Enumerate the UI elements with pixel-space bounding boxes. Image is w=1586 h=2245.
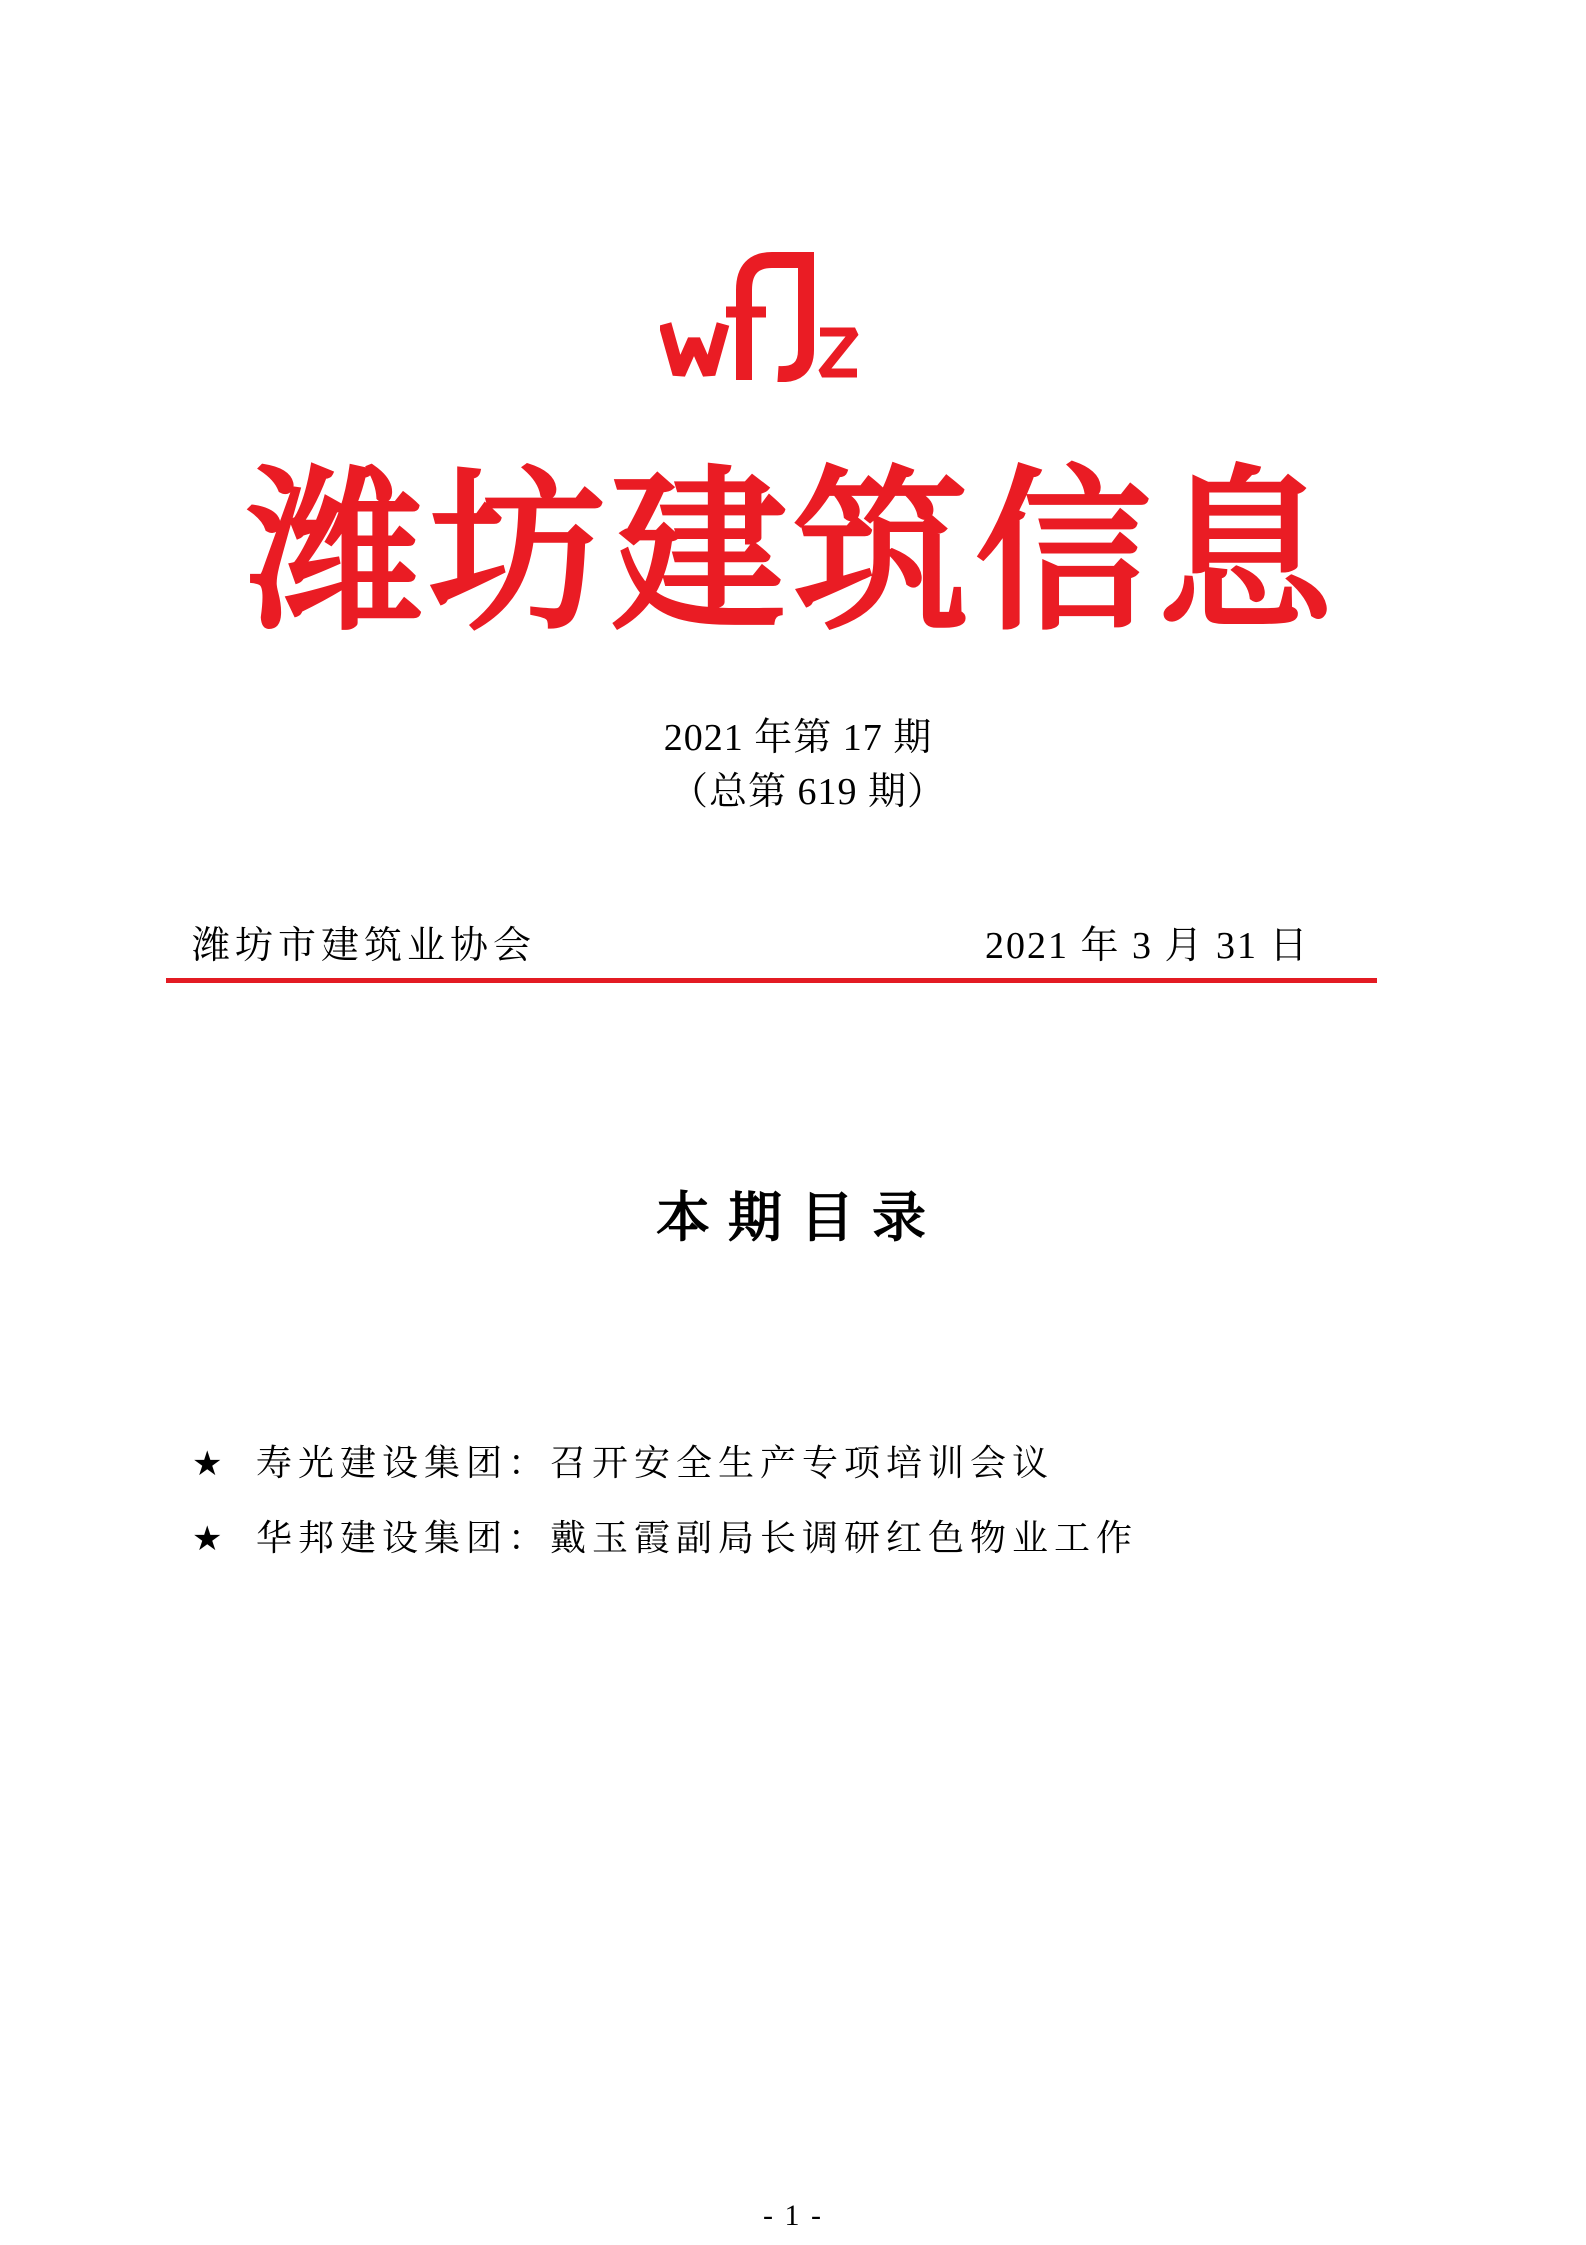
toc-item-org: 寿光建设集团： [256,1443,551,1483]
publisher-name: 潍坊市建筑业协会 [192,925,537,967]
toc-item-org: 华邦建设集团： [256,1518,551,1558]
publication-date: 2021 年 3 月 31 日 [985,925,1310,967]
red-divider-line [166,978,1377,983]
star-bullet-icon: ★ [192,1519,223,1559]
cumulative-issue-number: （总第 619 期） [669,771,946,813]
logo-letter-j [778,260,806,374]
star-bullet-icon: ★ [192,1444,223,1484]
logo-letter-w [665,324,723,374]
logo-letter-z [820,332,857,373]
toc-item [192,1440,1054,1487]
toc-item-title: 召开安全生产专项培训会议 [550,1443,1055,1483]
masthead-title: 潍坊建筑信息 [246,448,1339,655]
toc-item [192,1515,1138,1562]
toc-heading: 本期目录 [656,1188,944,1248]
issue-number: 2021 年第 17 期 [663,717,933,759]
wfjz-logo [660,252,860,382]
toc-item-title: 戴玉霞副局长调研红色物业工作 [550,1518,1139,1558]
page-number: - 1 - [763,2199,823,2232]
